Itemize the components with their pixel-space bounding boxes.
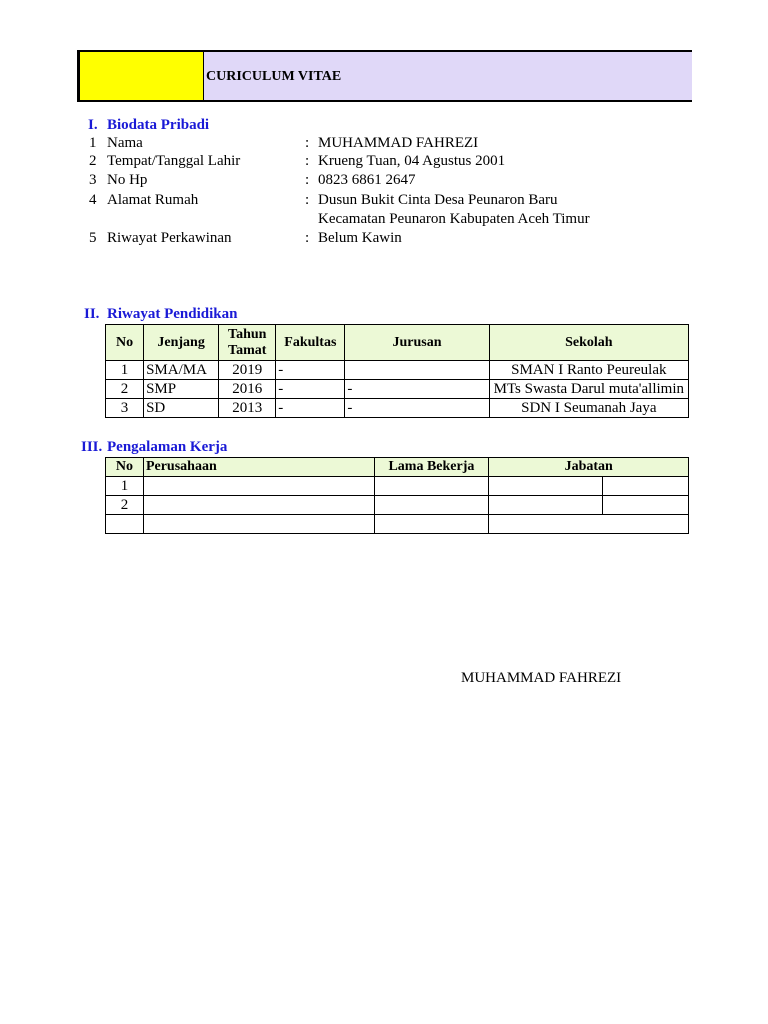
cell-no: 3 <box>106 399 144 418</box>
section3-title: Pengalaman Kerja <box>107 439 228 455</box>
bio-row-value: Belum Kawin <box>318 230 402 246</box>
cell-fakultas: - <box>276 399 345 418</box>
cell-no: 1 <box>106 361 144 380</box>
cell-sekolah: SMAN I Ranto Peureulak <box>489 361 688 380</box>
section2-number: II. <box>84 306 100 322</box>
bio-row-value: MUHAMMAD FAHREZI <box>318 135 479 151</box>
education-table <box>105 324 689 418</box>
bio-row-colon: : <box>305 192 310 208</box>
bio-row-label: Nama <box>107 135 143 151</box>
cell-lama <box>374 477 489 496</box>
bio-row-colon: : <box>305 172 310 188</box>
section2-title: Riwayat Pendidikan <box>107 306 238 322</box>
cell-no: 1 <box>106 477 144 496</box>
bio-row-colon: : <box>305 135 310 151</box>
col-tahun-line2: Tamat <box>228 342 267 358</box>
cell-tahun: 2013 <box>219 399 276 418</box>
header-yellow-cell <box>80 52 204 100</box>
bio-row-no: 3 <box>89 172 97 188</box>
cv-header <box>77 50 692 102</box>
bio-row-colon: : <box>305 230 310 246</box>
cell-tahun: 2019 <box>219 361 276 380</box>
cell-tahun: 2016 <box>219 380 276 399</box>
bio-row-value: Dusun Bukit Cinta Desa Peunaron Baru <box>318 192 558 208</box>
cell-fakultas: - <box>276 380 345 399</box>
section1-title: Biodata Pribadi <box>107 117 210 133</box>
bio-row-label: Tempat/Tanggal Lahir <box>107 153 241 169</box>
cell-no <box>106 515 144 534</box>
cell-fakultas: - <box>276 361 345 380</box>
cell-sekolah: SDN I Seumanah Jaya <box>489 399 688 418</box>
education-header-row <box>106 325 689 361</box>
bio-row-no: 5 <box>89 230 97 246</box>
bio-row-label: Riwayat Perkawinan <box>107 230 232 246</box>
bio-row-label: No Hp <box>107 172 148 188</box>
table-row <box>106 399 689 418</box>
cell-jabatan <box>489 477 603 496</box>
bio-row-value: 0823 6861 2647 <box>318 172 416 188</box>
experience-table <box>105 457 689 534</box>
col-jurusan: Jurusan <box>345 325 489 361</box>
col-jenjang: Jenjang <box>144 325 219 361</box>
cell-jabatan <box>489 496 603 515</box>
bio-row-label: Alamat Rumah <box>107 192 199 208</box>
cell-perusahaan <box>143 477 374 496</box>
cell-jurusan <box>345 361 489 380</box>
cell-lama <box>374 515 489 534</box>
cell-no: 2 <box>106 380 144 399</box>
table-row <box>106 380 689 399</box>
bio-row-value: Krueng Tuan, 04 Agustus 2001 <box>318 153 506 169</box>
cell-jenjang: SMP <box>144 380 219 399</box>
col-no: No <box>106 325 144 361</box>
cell-sekolah: MTs Swasta Darul muta'allimin <box>489 380 688 399</box>
table-row <box>106 515 689 534</box>
cell-jurusan: - <box>345 399 489 418</box>
bio-row-no: 2 <box>89 153 97 169</box>
col-fakultas: Fakultas <box>276 325 345 361</box>
cell-perusahaan <box>143 496 374 515</box>
cell-jabatan-extra <box>603 496 689 515</box>
col-no: No <box>106 458 144 477</box>
bio-row-colon: : <box>305 153 310 169</box>
bio-row-no: 1 <box>89 135 97 151</box>
cell-jenjang: SMA/MA <box>144 361 219 380</box>
signature-name: MUHAMMAD FAHREZI <box>461 670 622 686</box>
col-lama-bekerja: Lama Bekerja <box>374 458 489 477</box>
cell-perusahaan <box>143 515 374 534</box>
col-tahun-tamat <box>219 325 276 361</box>
experience-header-row <box>106 458 689 477</box>
cell-jabatan <box>489 515 689 534</box>
col-jabatan: Jabatan <box>489 458 689 477</box>
col-tahun-line1: Tahun <box>228 326 267 342</box>
col-perusahaan: Perusahaan <box>143 458 374 477</box>
page-title: CURICULUM VITAE <box>206 69 342 84</box>
section1-number: I. <box>88 117 98 133</box>
cell-jabatan-extra <box>603 477 689 496</box>
table-row <box>106 477 689 496</box>
section3-number: III. <box>81 439 103 455</box>
cell-lama <box>374 496 489 515</box>
cell-jurusan: - <box>345 380 489 399</box>
col-sekolah: Sekolah <box>489 325 688 361</box>
cell-jenjang: SD <box>144 399 219 418</box>
table-row <box>106 496 689 515</box>
bio-row-no: 4 <box>89 192 97 208</box>
cell-no: 2 <box>106 496 144 515</box>
table-row <box>106 361 689 380</box>
bio-row-value-line2: Kecamatan Peunaron Kabupaten Aceh Timur <box>318 211 590 227</box>
